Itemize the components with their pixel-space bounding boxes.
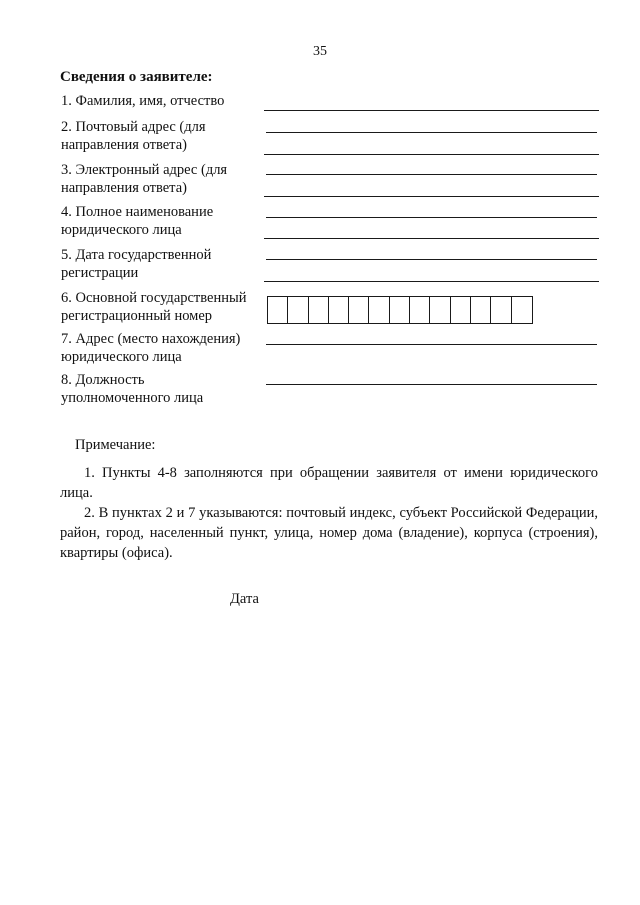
ogrn-digit-cell-6[interactable] (369, 297, 389, 323)
ogrn-digit-cell-2[interactable] (288, 297, 308, 323)
field-label-line: уполномоченного лица (61, 389, 204, 406)
field-label-line: направления ответа) (61, 136, 187, 153)
registration-date-input-line-2[interactable] (264, 281, 599, 282)
field-label-line: 6. Основной государственный (61, 290, 247, 306)
legal-entity-name-input-line-1[interactable] (266, 217, 597, 218)
registration-date-input-line-1[interactable] (266, 259, 597, 260)
ogrn-digit-cell-5[interactable] (349, 297, 369, 323)
ogrn-digit-cell-9[interactable] (430, 297, 450, 323)
ogrn-digit-boxes (267, 296, 533, 324)
ogrn-digit-cell-1[interactable] (268, 297, 288, 323)
field-label-line: 7. Адрес (место нахождения) (61, 331, 241, 347)
field-label-legal-entity-name (61, 204, 213, 239)
full-name-input-line[interactable] (264, 110, 599, 111)
field-label-authorized-person-position (61, 372, 203, 407)
field-label-registration-date (61, 247, 211, 282)
note-item-2: 2. В пунктах 2 и 7 указываются: почтовый индекс, субъект Российской Федерации, район, город, населенный пункт, улица, номер дома (владение), корпуса (строения), квартиры (офиса). (60, 505, 598, 561)
email-address-input-line-1[interactable] (266, 174, 597, 175)
field-label-line: 5. Дата государственной (61, 247, 212, 263)
field-label-line: юридического лица (61, 348, 182, 365)
page-number: 35 (313, 44, 327, 59)
postal-address-input-line-2[interactable] (264, 154, 599, 155)
note-item-1: 1. Пункты 4-8 заполняются при обращении заявителя от имени юридического лица. (60, 465, 598, 501)
ogrn-digit-cell-8[interactable] (410, 297, 430, 323)
ogrn-digit-cell-10[interactable] (451, 297, 471, 323)
section-title: Сведения о заявителе: (60, 69, 213, 85)
field-label-line: 1. Фамилия, имя, отчество (61, 93, 225, 109)
field-label-line: регистрационный номер (61, 307, 213, 324)
ogrn-digit-cell-4[interactable] (329, 297, 349, 323)
date-label: Дата (230, 591, 259, 607)
email-address-input-line-2[interactable] (264, 196, 599, 197)
field-label-full-name (61, 93, 224, 111)
field-label-ogrn (61, 290, 247, 325)
legal-entity-name-input-line-2[interactable] (264, 238, 599, 239)
field-label-line: юридического лица (61, 221, 182, 238)
ogrn-digit-cell-12[interactable] (491, 297, 511, 323)
legal-address-input-line[interactable] (266, 344, 597, 345)
field-label-line: 2. Почтовый адрес (для (61, 119, 206, 135)
field-label-line: 4. Полное наименование (61, 204, 214, 220)
field-label-line: регистрации (61, 264, 139, 281)
ogrn-digit-cell-11[interactable] (471, 297, 491, 323)
field-label-line: 8. Должность (61, 372, 145, 388)
field-label-legal-address (61, 331, 240, 366)
ogrn-digit-cell-7[interactable] (390, 297, 410, 323)
field-label-line: 3. Электронный адрес (для (61, 162, 228, 178)
field-label-line: направления ответа) (61, 179, 187, 196)
ogrn-digit-cell-13[interactable] (512, 297, 532, 323)
field-label-email-address (61, 162, 227, 197)
field-label-postal-address (61, 119, 206, 154)
ogrn-digit-cell-3[interactable] (309, 297, 329, 323)
authorized-person-position-input-line[interactable] (266, 384, 597, 385)
postal-address-input-line-1[interactable] (266, 132, 597, 133)
notes-title: Примечание: (75, 437, 156, 453)
